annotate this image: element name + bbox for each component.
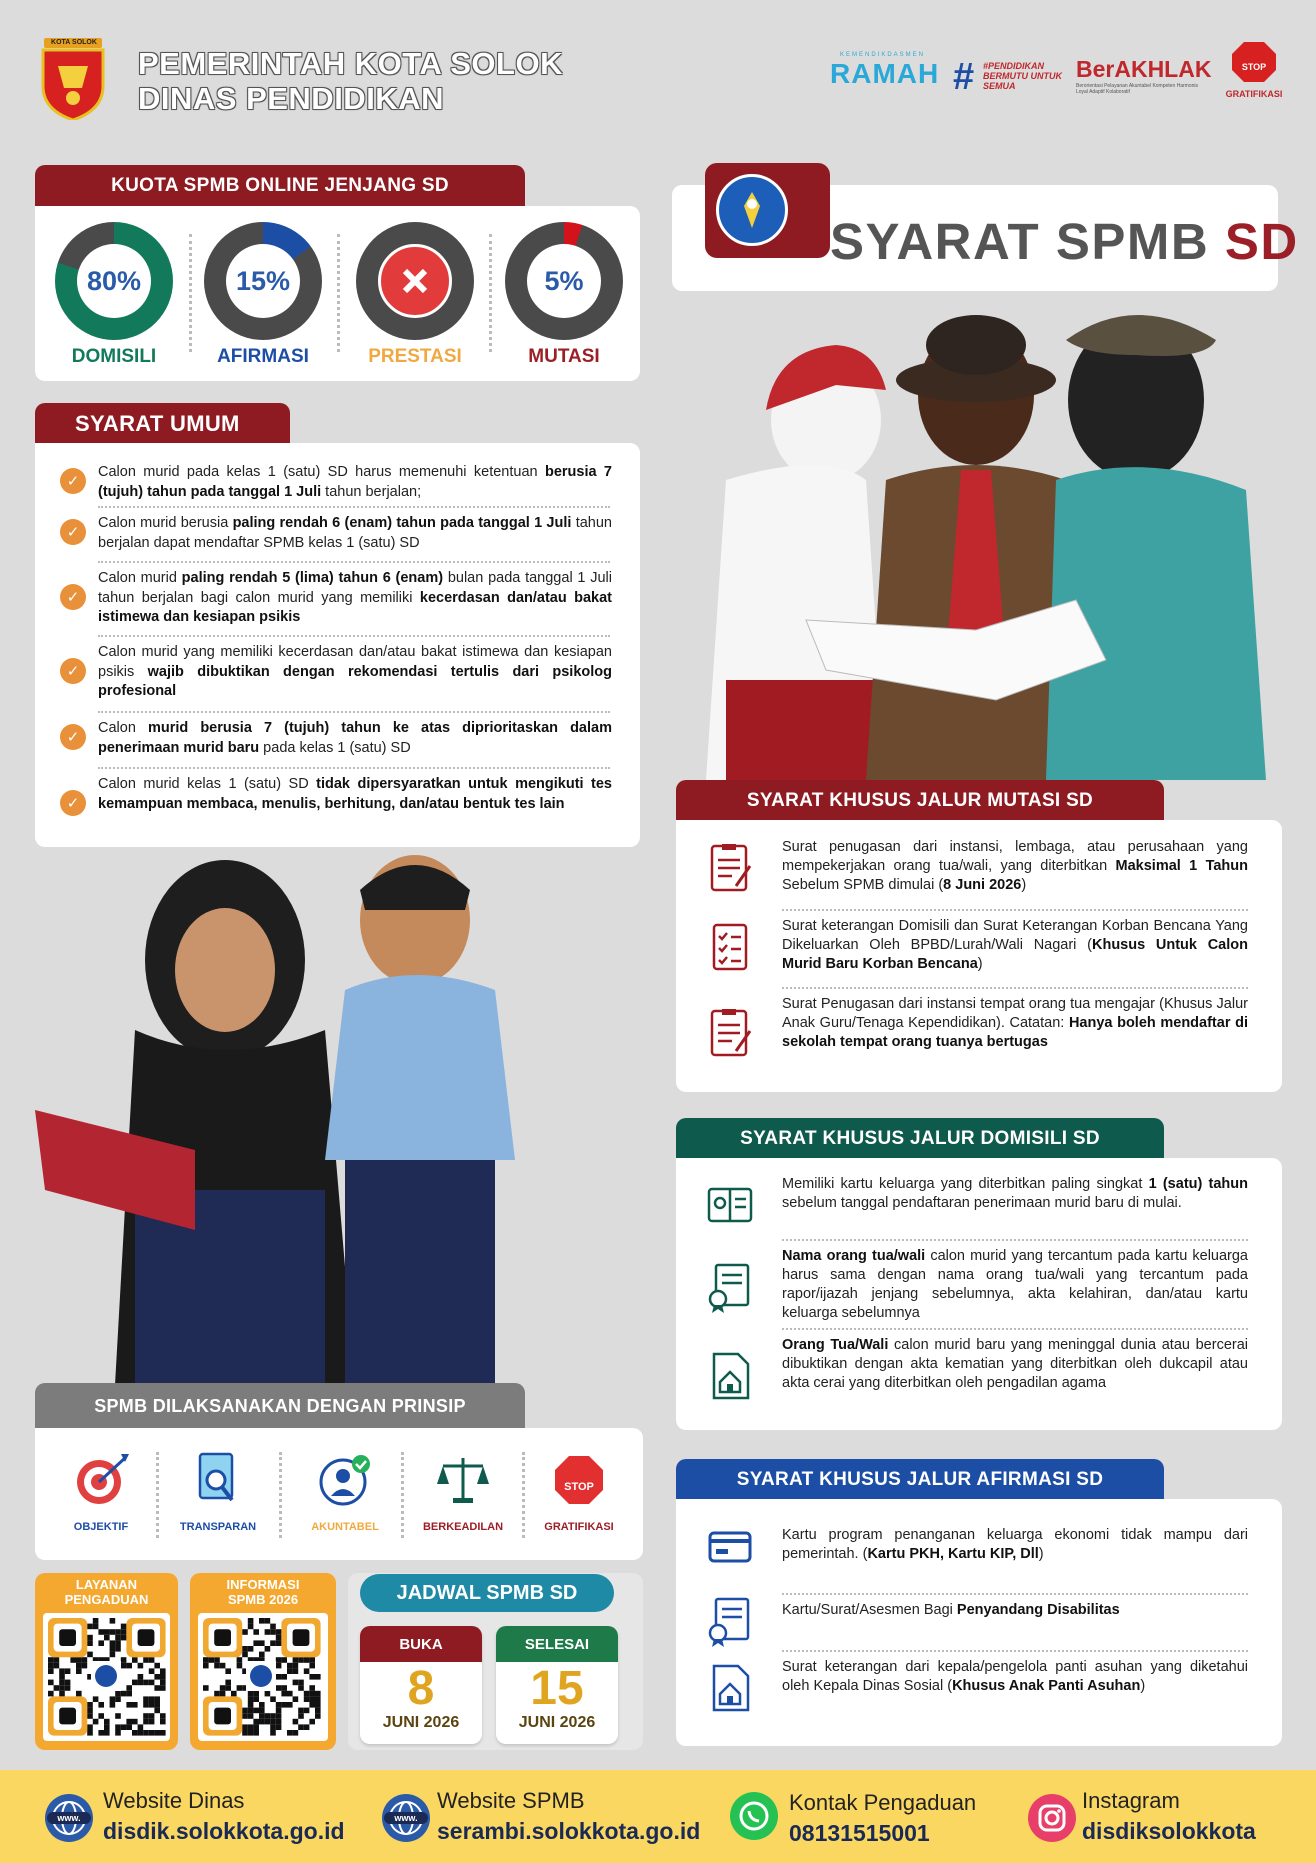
qr-informasi-card (190, 1573, 336, 1750)
website-dinas-label: Website Dinas (103, 1788, 245, 1813)
svg-text:www.: www. (394, 1813, 418, 1823)
body-text: ) (1021, 877, 1027, 893)
syarat-umum-item (60, 641, 640, 701)
house-document-icon (706, 1350, 754, 1402)
check-icon: ✓ (60, 468, 86, 494)
body-text: Sebelum SPMB dimulai ( (782, 877, 944, 893)
kontak-value[interactable]: 08131515001 (789, 1820, 930, 1846)
domisili-title: SYARAT KHUSUS JALUR DOMISILI SD (676, 1118, 1164, 1160)
website-dinas-link[interactable]: disdik.solokkota.go.id (103, 1818, 345, 1844)
prinsip-title: SPMB DILAKSANAKAN DENGAN PRINSIP (35, 1383, 525, 1429)
svg-text:STOP: STOP (564, 1481, 594, 1493)
check-icon: ✓ (60, 658, 86, 684)
pendidikan-bermutu-badge: # #PENDIDIKAN BERMUTU UNTUK SEMUA (953, 56, 1062, 98)
emphasis-text: murid berusia 7 (tujuh) tahun ke atas diprioritaskan dalam penerimaan murid baru (98, 720, 612, 756)
quota-ring-domisili (55, 222, 173, 340)
body-text: Calon murid berusia (98, 515, 233, 531)
calendar-buka: BUKA 8 JUNI 2026 (360, 1626, 482, 1744)
body-text: Memiliki kartu keluarga yang diterbitkan paling singkat (782, 1176, 1149, 1192)
website-spmb-link[interactable]: serambi.solokkota.go.id (437, 1818, 701, 1844)
prinsip-label: AKUNTABEL (311, 1521, 379, 1533)
check-icon: ✓ (60, 519, 86, 545)
quota-ring-mutasi (505, 222, 623, 340)
prinsip-label: OBJEKTIF (73, 1521, 129, 1533)
globe-icon (382, 1794, 430, 1842)
qr-layanan-card (35, 1573, 178, 1750)
emphasis-text: Khusus Untuk Calon Murid Baru Korban Bencana (782, 937, 1248, 972)
quota-label: AFIRMASI (217, 346, 309, 367)
credit-card-icon (706, 1521, 754, 1573)
body-text: Calon murid kelas 1 (satu) SD (98, 776, 317, 792)
quota-label: MUTASI (528, 346, 600, 367)
page-title: SYARAT SPMB SD (830, 213, 1299, 270)
emphasis-text: berusia 7 (tujuh) tahun pada tanggal 1 Juli (98, 464, 612, 500)
domisili-item (782, 1247, 1248, 1323)
quota-ring-prestasi (356, 222, 474, 340)
body-text: Surat keterangan Domisili dan Surat Keterangan Korban Bencana Yang Dikeluarkan Oleh BPBD/Lurah/Wali Nagari ( (782, 918, 1248, 953)
stop-icon (549, 1452, 609, 1508)
header-line2: DINAS PENDIDIKAN (138, 81, 444, 116)
document-search-icon (188, 1452, 248, 1508)
scale-icon (433, 1452, 493, 1508)
qr-code-informasi[interactable] (198, 1613, 328, 1741)
user-check-icon (315, 1452, 375, 1508)
stop-gratifikasi-badge: STOP GRATIFIKASI (1222, 40, 1286, 100)
body-text: Kartu/Surat/Asesmen Bagi (782, 1602, 957, 1618)
tut-wuri-icon (730, 188, 774, 232)
emphasis-text: Kartu PKH, Kartu KIP, Dll (867, 1546, 1039, 1562)
emphasis-text: Khusus Anak Panti Asuhan (952, 1678, 1141, 1694)
emphasis-text: 8 Juni 2026 (943, 877, 1022, 893)
tut-wuri-ribbon (705, 163, 830, 258)
certificate-icon (706, 1261, 754, 1313)
body-text: Surat penugasan dari instansi, lembaga, atau perusahaan yang mempekerjakan orang tua/wali, yang diterbitkan (782, 839, 1248, 874)
body-text: ) (1038, 1546, 1044, 1562)
quota-percent: 5% (544, 265, 584, 296)
quota-percent: 15% (235, 265, 291, 296)
selesai-day: 15 (530, 1662, 584, 1715)
syarat-umum-item (60, 717, 640, 757)
emphasis-text: Maksimal 1 Tahun (1115, 858, 1248, 874)
body-text: calon murid yang tercantum pada kartu keluarga harus sama dengan nama orang tua/wali yang tercantum pada rapor/ijazah jenjang sebelumnya, akta kelahiran, dan/atau kartu keluarga sebelumnya (782, 1248, 1248, 1321)
afirmasi-item (782, 1658, 1248, 1696)
mutasi-title: SYARAT KHUSUS JALUR MUTASI SD (676, 780, 1164, 822)
emphasis-text: kecerdasan dan/atau bakat istimewa dan kesiapan psikis (98, 589, 612, 625)
body-text: Calon murid yang memiliki kecerdasan dan/atau bakat istimewa dan kesiapan psikis (98, 644, 612, 680)
body-text: Calon (98, 720, 148, 736)
header-line1: PEMERINTAH KOTA SOLOK (138, 46, 563, 81)
ramah-badge: KEMENDIKDASMEN RAMAH (830, 52, 940, 89)
body-text: Calon murid (98, 570, 182, 586)
body-text: ) (1140, 1678, 1146, 1694)
emphasis-text: paling rendah 6 (enam) tahun pada tanggal 1 Juli (232, 515, 572, 531)
svg-text:STOP: STOP (1241, 62, 1267, 72)
body-text: sebelum tanggal pendaftaran penerimaan murid baru di mulai. (782, 1195, 1182, 1211)
body-text: pada kelas 1 (satu) SD (259, 739, 411, 756)
instagram-icon (1028, 1794, 1076, 1842)
syarat-umum-item (60, 461, 640, 501)
whatsapp-icon (730, 1792, 778, 1840)
globe-icon (45, 1794, 93, 1842)
selesai-month: JUNI 2026 (518, 1714, 596, 1731)
emphasis-text: Penyandang Disabilitas (956, 1602, 1120, 1618)
emphasis-text: Orang Tua/Wali (782, 1337, 889, 1353)
body-text: Surat keterangan dari kepala/pengelola panti asuhan yang diketahui oleh Kepala Dinas Sosial ( (782, 1659, 1248, 1694)
city-logo (38, 38, 108, 120)
instagram-handle[interactable]: disdiksolokkota (1082, 1818, 1256, 1844)
afirmasi-item (782, 1601, 1248, 1620)
buka-month: JUNI 2026 (382, 1714, 460, 1731)
emphasis-text: Hanya boleh mendaftar di sekolah tempat orang tuanya bertugas (782, 1015, 1248, 1050)
quota-ring-afirmasi (204, 222, 322, 340)
kontak-label: Kontak Pengaduan (789, 1790, 977, 1815)
emphasis-text: tidak dipersyaratkan untuk mengikuti tes kemampuan membaca, menulis, berhitung, dan/atau bentuk tes lain (98, 776, 612, 812)
body-text: tahun berjalan dapat mendaftar SPMB kelas 1 (satu) SD (98, 515, 612, 551)
syarat-umum-title: SYARAT UMUM (35, 403, 290, 445)
body-text: Calon murid pada kelas 1 (satu) SD harus memenuhi ketentuan (98, 464, 545, 480)
berakhlak-badge: BerAKHLAK Berorientasi Pelayanan Akuntabel Kompeten Harmonis Loyal Adaptif Kolaboratif (1076, 56, 1212, 95)
emphasis-text: paling rendah 5 (lima) tahun 6 (enam) (181, 570, 444, 586)
emphasis-text: Nama orang tua/wali (782, 1248, 926, 1264)
prinsip-label: BERKEADILAN (422, 1521, 504, 1533)
buka-day: 8 (407, 1662, 435, 1715)
quota-title: KUOTA SPMB ONLINE JENJANG SD (35, 165, 525, 207)
body-text: Kartu program penanganan keluarga ekonomi tidak mampu dari pemerintah. ( (782, 1527, 1248, 1562)
target-icon (71, 1452, 131, 1508)
domisili-item (782, 1175, 1248, 1213)
house-document-icon (706, 1662, 754, 1714)
quota-percent: 80% (86, 265, 142, 296)
jadwal-title: JADWAL SPMB SD (360, 1574, 614, 1612)
close-icon (378, 244, 452, 318)
check-icon: ✓ (60, 584, 86, 610)
check-icon: ✓ (60, 724, 86, 750)
emphasis-text: wajib dibuktikan dengan rekomendasi tertulis dari psikolog profesional (98, 663, 612, 699)
calendar-selesai: SELESAI 15 JUNI 2026 (496, 1626, 618, 1744)
quota-label: PRESTASI (368, 346, 462, 367)
svg-text:www.: www. (57, 1813, 81, 1823)
domisili-item (782, 1336, 1248, 1393)
afirmasi-title: SYARAT KHUSUS JALUR AFIRMASI SD (676, 1459, 1164, 1501)
body-text: ) (977, 956, 983, 972)
prinsip-label: TRANSPARAN (179, 1521, 257, 1533)
body-text: Surat Penugasan dari instansi tempat orang tua mengajar (Khusus Jalur Anak Guru/Tenaga Kependidikan). Catatan: (782, 996, 1248, 1031)
grade-certificate-icon (706, 1595, 754, 1647)
page-title-accent: SD (1224, 213, 1299, 270)
website-spmb-label: Website SPMB (437, 1788, 585, 1813)
clipboard-pen-icon (706, 1007, 754, 1059)
kids-photo (25, 830, 585, 1385)
qr-informasi-title: INFORMASI SPMB 2026 (226, 1577, 300, 1607)
logo-text: KOTA SOLOK (51, 39, 97, 46)
students-reading-photo (686, 300, 1276, 782)
syarat-umum-item (60, 512, 640, 552)
footer (0, 1770, 1316, 1863)
emphasis-text: 1 (satu) tahun (1148, 1176, 1248, 1192)
qr-code-layanan[interactable] (43, 1613, 170, 1741)
checklist-icon (706, 921, 754, 973)
quota-label: DOMISILI (71, 346, 157, 367)
mutasi-item (782, 838, 1248, 895)
syarat-umum-item (60, 773, 640, 833)
document-letter-icon (706, 842, 754, 894)
body-text: bulan pada tanggal 1 Juli tahun berjalan bagi calon murid yang memiliki (98, 570, 613, 606)
instagram-label: Instagram (1082, 1788, 1180, 1813)
qr-layanan-title: LAYANAN PENGADUAN (64, 1577, 149, 1607)
body-text: tahun berjalan; (321, 483, 422, 500)
afirmasi-item (782, 1526, 1248, 1564)
syarat-umum-item (60, 567, 640, 627)
mutasi-item (782, 917, 1248, 974)
body-text: calon murid baru yang meninggal dunia atau bercerai dibuktikan dengan akta kematian yang diterbitkan oleh dukcapil atau akta cerai yang diterbitkan oleh pengadilan agama (782, 1337, 1248, 1391)
mutasi-item (782, 995, 1248, 1052)
prinsip-label: GRATIFIKASI (544, 1521, 614, 1533)
check-icon: ✓ (60, 790, 86, 816)
family-card-icon (706, 1179, 754, 1231)
